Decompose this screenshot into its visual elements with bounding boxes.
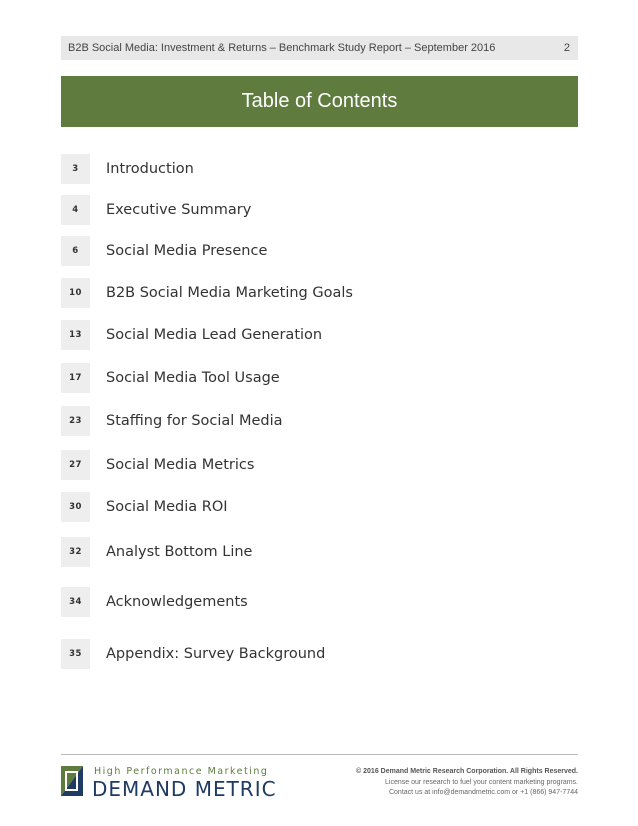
toc-item-title: Social Media Metrics — [106, 457, 255, 473]
toc-item-introduction[interactable] — [61, 154, 194, 184]
license-line: License our research to fuel your content marketing programs. — [385, 778, 578, 786]
toc-item-title: Acknowledgements — [106, 594, 248, 610]
demand-metric-logo — [61, 766, 286, 801]
toc-item-tool-usage[interactable] — [61, 363, 280, 393]
toc-page-number: 27 — [61, 450, 90, 480]
toc-item-lead-generation[interactable] — [61, 320, 322, 350]
toc-page-number: 32 — [61, 537, 90, 567]
toc-item-title: Appendix: Survey Background — [106, 646, 326, 662]
toc-item-title: B2B Social Media Marketing Goals — [106, 285, 353, 301]
toc-heading: Table of Contents — [241, 90, 398, 112]
footer-notice — [356, 767, 578, 799]
toc-item-acknowledgements[interactable] — [61, 587, 248, 617]
toc-heading-banner — [61, 76, 578, 127]
toc-item-title: Social Media Presence — [106, 243, 268, 259]
toc-item-title: Social Media Lead Generation — [106, 327, 323, 343]
toc-page-number: 4 — [61, 195, 90, 225]
toc-page-number: 13 — [61, 320, 90, 350]
page-number: 2 — [563, 42, 570, 54]
toc-page-number: 6 — [61, 236, 90, 266]
toc-item-social-media-presence[interactable] — [61, 236, 267, 266]
toc-page-number: 17 — [61, 363, 90, 393]
toc-page-number: 23 — [61, 406, 90, 436]
toc-item-analyst-bottom-line[interactable] — [61, 537, 252, 567]
footer-divider — [61, 754, 578, 755]
report-title: B2B Social Media: Investment & Returns – Benchmark Study Report – September 2016 — [68, 42, 496, 54]
toc-item-staffing[interactable] — [61, 406, 283, 436]
toc-item-title: Social Media Tool Usage — [106, 370, 280, 386]
toc-page-number: 3 — [61, 154, 90, 184]
logo-mark-icon — [61, 766, 83, 796]
toc-item-title: Analyst Bottom Line — [106, 544, 253, 560]
toc-item-appendix[interactable] — [61, 639, 325, 669]
toc-item-title: Executive Summary — [106, 202, 252, 218]
logo-tagline: High Performance Marketing — [94, 766, 269, 777]
toc-item-executive-summary[interactable] — [61, 195, 251, 225]
contact-line: Contact us at info@demandmetric.com or +1 (866) 947-7744 — [388, 789, 578, 796]
copyright-line: © 2016 Demand Metric Research Corporation. All Rights Reserved. — [356, 768, 578, 775]
toc-item-title: Introduction — [106, 161, 194, 177]
toc-item-roi[interactable] — [61, 492, 228, 522]
toc-page-number: 10 — [61, 278, 90, 308]
running-header — [61, 36, 578, 60]
toc-page-number: 35 — [61, 639, 90, 669]
toc-item-title: Social Media ROI — [106, 499, 228, 515]
toc-item-metrics[interactable] — [61, 450, 254, 480]
toc-item-marketing-goals[interactable] — [61, 278, 353, 308]
toc-item-title: Staffing for Social Media — [106, 413, 283, 429]
logo-wordmark: DEMAND METRIC — [92, 777, 277, 801]
toc-page-number: 30 — [61, 492, 90, 522]
toc-page-number: 34 — [61, 587, 90, 617]
